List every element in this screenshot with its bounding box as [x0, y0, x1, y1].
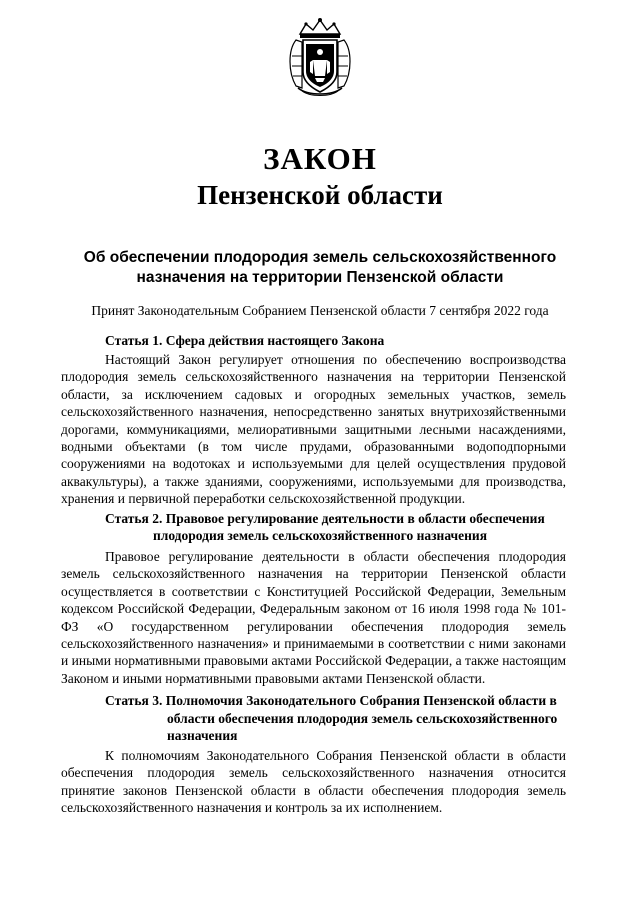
law-region-title: Пензенской области [197, 180, 443, 210]
article-2-heading-line1: Статья 2. Правовое регулирование деятельности в области обеспечения [105, 511, 545, 526]
article-3-heading-line2: области обеспечения плодородия земель сельскохозяйственного [167, 711, 558, 726]
article-2-heading-line2: плодородия земель сельскохозяйственного назначения [152, 528, 488, 543]
adoption-note: Принят Законодательным Собранием Пензенской области 7 сентября 2022 года [91, 303, 549, 318]
article-1-heading: Статья 1. Сфера действия настоящего Закона [105, 333, 385, 348]
article-1-text: Настоящий Закон регулирует отношения по обеспечению воспроизводства плодородия земель сельскохозяйственного назначения на территории Пензенской области, за исключением садовых и огородных земельных участков, земель сельскохозяйственного назначения, непосредственно занятых внутрихозяйственными дорогами, коммуникациями, мелиоративными защитными лесными насаждениями, водными объектами (в том числе прудами, образованными водоподпорными сооружениями на водотоках и используемыми для целей осуществления прудовой аквакультуры), а также зданиями, сооружениями, используемыми для производства, хранения и первичной переработки сельскохозяйственной продукции. [61, 352, 566, 507]
penza-coat-of-arms-icon [286, 16, 354, 98]
article-3-heading-line1: Статья 3. Полномочия Законодательного Собрания Пензенской области в [105, 693, 557, 708]
law-title: ЗАКОН [263, 141, 377, 176]
law-subject: Об обеспечении плодородия земель сельскохозяйственного назначения на территории Пензенской области [83, 249, 557, 286]
article-2-text: Правовое регулирование деятельности в области обеспечения плодородия земель сельскохозяйственного назначения на территории Пензенской области осуществляется в соответствии с Конституцией Российской Федерации, Земельным кодексом Российской Федерации, Федеральным законом от 16 июля 1998 года № 101-ФЗ «О государственном регулировании обеспечения плодородия земель сельскохозяйственного назначения» и принимаемыми в соответствии с ними законами и иными нормативными правовыми актами Российской Федерации, а также настоящим Законом и иными нормативными правовыми актами Пензенской области. [61, 549, 566, 686]
article-3-heading-line3: назначения [167, 728, 238, 743]
article-3-text: К полномочиям Законодательного Собрания Пензенской области в области обеспечения плодородия земель сельскохозяйственного назначения относится принятие законов Пензенской области в области обеспечения плодородия земель сельскохозяйственного назначения и контроль за их исполнением. [61, 748, 566, 816]
